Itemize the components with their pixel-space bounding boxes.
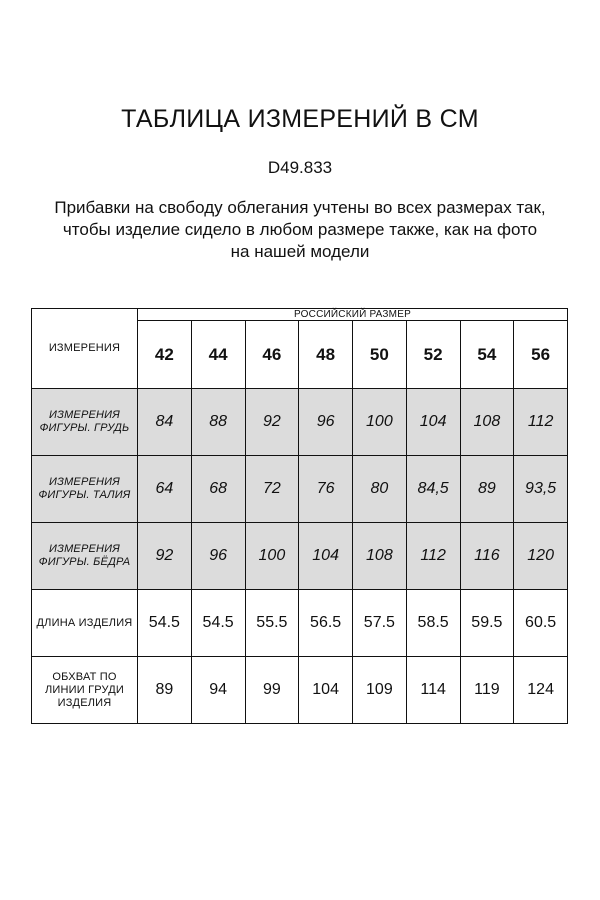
size-group-header-row (32, 309, 568, 321)
table-cell: 99 (245, 657, 299, 724)
size-header-cell: 50 (353, 321, 407, 389)
size-header-cell: 42 (138, 321, 192, 389)
table-cell: 124 (514, 657, 568, 724)
table-row (32, 523, 568, 590)
table-cell: 64 (138, 456, 192, 523)
table-cell: 88 (191, 389, 245, 456)
table-cell: 96 (299, 389, 353, 456)
row-label-line: ДЛИНА ИЗДЕЛИЯ (36, 616, 133, 629)
table-row (32, 657, 568, 724)
table-cell: 104 (406, 389, 460, 456)
table-cell: 94 (191, 657, 245, 724)
row-label-line: ИЗДЕЛИЯ (57, 696, 112, 709)
table-cell: 120 (514, 523, 568, 590)
row-label-line: ЛИНИИ ГРУДИ (44, 683, 125, 696)
table-cell: 80 (353, 456, 407, 523)
table-row (32, 456, 568, 523)
fit-note-line: Прибавки на свободу облегания учтены во всех размерах так, (54, 198, 546, 217)
row-label-line: ИЗМЕРЕНИЯ (49, 543, 120, 555)
table-cell: 116 (460, 523, 514, 590)
row-label (32, 389, 138, 456)
table-cell: 100 (245, 523, 299, 590)
page-title: ТАБЛИЦА ИЗМЕРЕНИЙ В СМ (121, 105, 479, 133)
size-header-cell: 46 (245, 321, 299, 389)
table-cell: 84 (138, 389, 192, 456)
size-header-cell: 44 (191, 321, 245, 389)
table-cell: 100 (353, 389, 407, 456)
fit-note-line: чтобы изделие сидело в любом размере также, как на фото (62, 220, 538, 239)
table-cell: 108 (460, 389, 514, 456)
row-label (32, 523, 138, 590)
row-label-line: ИЗМЕРЕНИЯ (49, 476, 120, 488)
table-row (32, 590, 568, 657)
table-cell: 72 (245, 456, 299, 523)
fit-note (20, 197, 580, 263)
row-label (32, 657, 138, 724)
table-cell: 76 (299, 456, 353, 523)
corner-label: ИЗМЕРЕНИЯ (32, 309, 138, 389)
table-cell: 108 (353, 523, 407, 590)
table-cell: 89 (460, 456, 514, 523)
row-label (32, 456, 138, 523)
table-cell: 92 (245, 389, 299, 456)
table-row (32, 389, 568, 456)
size-header-cell: 48 (299, 321, 353, 389)
fit-note-line: на нашей модели (230, 242, 370, 261)
article-code: D49.833 (267, 158, 333, 177)
table-cell: 109 (353, 657, 407, 724)
table-cell: 119 (460, 657, 514, 724)
row-label-line: ФИГУРЫ. БЁДРА (38, 556, 131, 568)
row-label (32, 590, 138, 657)
table-cell: 92 (138, 523, 192, 590)
table-cell: 89 (138, 657, 192, 724)
row-label-line: ОБХВАТ ПО (52, 670, 117, 683)
table-cell: 58.5 (406, 590, 460, 657)
table-cell: 112 (514, 389, 568, 456)
size-header-cell: 56 (514, 321, 568, 389)
row-label-line: ФИГУРЫ. ГРУДЬ (39, 422, 130, 434)
table-cell: 96 (191, 523, 245, 590)
row-label-line: ИЗМЕРЕНИЯ (49, 409, 120, 421)
table-cell: 104 (299, 657, 353, 724)
table-cell: 84,5 (406, 456, 460, 523)
row-label-line: ФИГУРЫ. ТАЛИЯ (38, 489, 131, 501)
size-header-cell: 52 (406, 321, 460, 389)
table-cell: 60.5 (514, 590, 568, 657)
size-header-cell: 54 (460, 321, 514, 389)
size-group-label: РОССИЙСКИЙ РАЗМЕР (138, 309, 568, 321)
table-cell: 56.5 (299, 590, 353, 657)
size-table (31, 308, 568, 724)
table-cell: 68 (191, 456, 245, 523)
table-cell: 57.5 (353, 590, 407, 657)
table-cell: 54.5 (138, 590, 192, 657)
table-cell: 54.5 (191, 590, 245, 657)
table-cell: 114 (406, 657, 460, 724)
table-cell: 59.5 (460, 590, 514, 657)
size-table-container (31, 308, 568, 724)
table-cell: 55.5 (245, 590, 299, 657)
table-cell: 104 (299, 523, 353, 590)
table-cell: 93,5 (514, 456, 568, 523)
table-cell: 112 (406, 523, 460, 590)
